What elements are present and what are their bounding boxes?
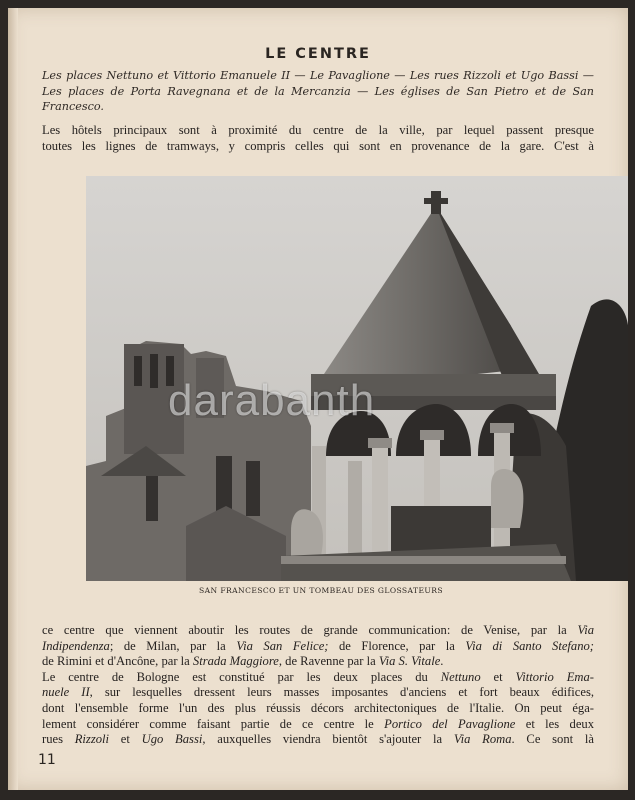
text-run: . Ce sont là [511,732,594,747]
intro-line-1: Les hôtels principaux sont à proximité du centre de la ville, par lequel passent presque [42,123,594,137]
intro-line-2: toutes les lignes de tramways, y compris celles qui sont en provenance de la gare. C'est à [42,138,594,153]
square-name: Vittorio Ema- [515,669,594,684]
street-name: Rizzoli [74,732,110,747]
text-run: rues [42,732,75,747]
text-line [42,685,594,701]
text-run: de Rimini et d'Ancône, par la [42,654,193,669]
page-number: 11 [38,752,56,768]
street-name: Via Roma [453,732,512,747]
text-run: , de Ravenne par la [278,654,379,669]
text-run: , sur lesquelles dressent leurs masses imposantes d'anciens et fort beaux édifices, [89,685,595,700]
text-line [42,654,594,670]
street-name: Via S. Vitale [378,654,441,669]
text-line [42,639,594,655]
street-name: Ugo Bassi [141,732,203,747]
section-subtitle: Les places Nettuno et Vittorio Emanuele II — Le Pavaglione — Les rues Rizzoli et Ugo Bassi — Les places de Porta Ravegnana et de la Mercanzia — Les églises de San Pietro et de San Francesco. [42,69,594,113]
text-run: ce centre que viennent aboutir les routes de grande communication: de Venise, par la [42,623,578,637]
street-name: Strada Maggiore [192,654,279,669]
text-run: lement considérer comme faisant partie de ce centre le [42,716,385,731]
place-name: Portico del Pavaglione [384,716,516,731]
text-run: et [109,732,142,747]
photo-caption: SAN FRANCESCO ET UN TOMBEAU DES GLOSSATEURS [199,586,443,595]
page-binding-edge [8,8,18,790]
text-run: et les deux [515,716,594,731]
text-run: de Florence, par la [328,638,466,653]
intro-paragraph [42,123,594,154]
book-page [8,8,628,790]
street-name: Via di Santo Stefano; [465,638,595,653]
continuation-paragraph [42,623,594,748]
street-name: Via [577,623,594,637]
square-name: Nettuno [440,669,481,684]
text-run: Le centre de Bologne est constitué par les deux places du [42,669,441,684]
section-heading: LE CENTRE [265,46,371,62]
text-line [42,717,594,733]
text-line [42,670,594,686]
square-name: nuele II [42,685,90,700]
watermark-text: darabanth [168,376,376,425]
text-line [42,732,594,748]
text-run: ; de Milan, par la [109,638,237,653]
text-line [42,623,594,639]
text-run: et [480,669,516,684]
street-name: Indipendenza [42,638,110,653]
text-run: , auxquelles viendra bientôt s'ajouter la [202,732,454,747]
street-name: Via San Felice; [236,638,329,653]
text-run: . [440,654,444,669]
text-line: dont l'ensemble forme l'un des plus réussis décors architectoniques de l'Italie. On peut éga- [42,700,594,715]
